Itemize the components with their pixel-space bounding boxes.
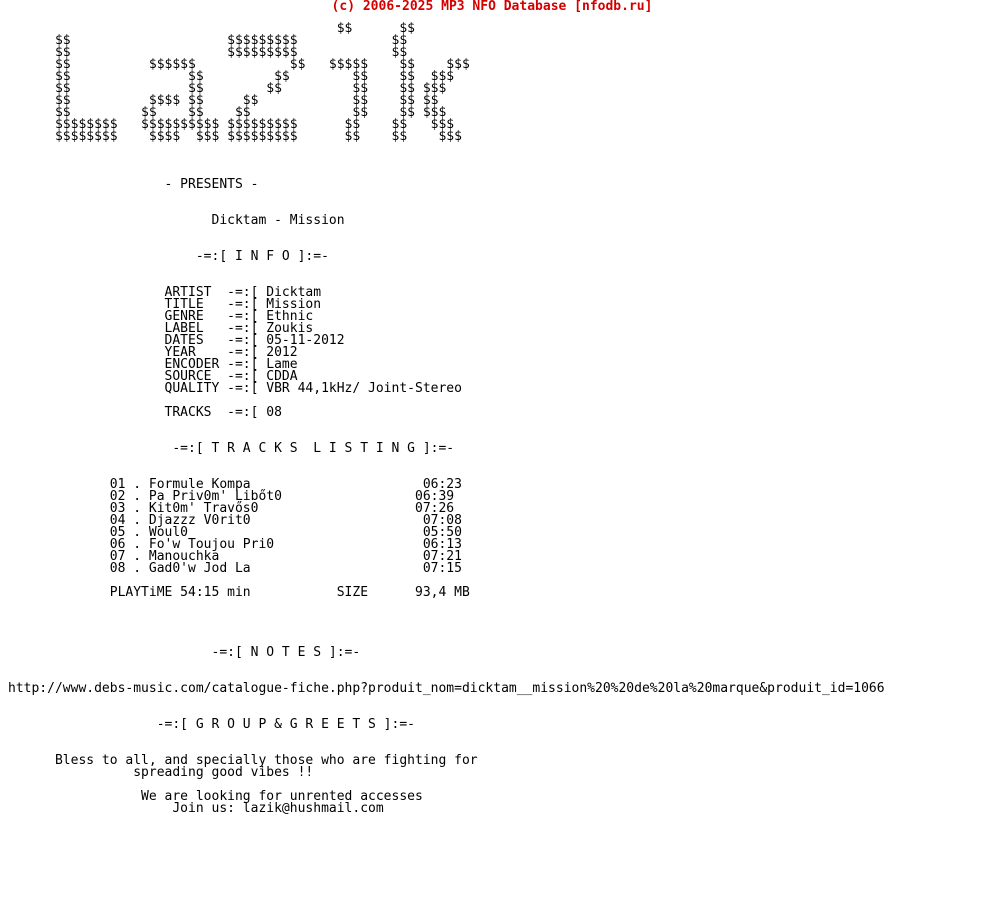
- nfo-line: QUALITY -=:[ VBR 44,1kHz/ Joint-Stereo: [8, 381, 462, 396]
- nfo-line: 04 . Djazzz V0rit0 07:08: [8, 513, 462, 528]
- nfo-line: SOURCE -=:[ CDDA: [8, 369, 298, 384]
- nfo-line: -=:[ I N F O ]:=-: [8, 249, 329, 264]
- nfo-line: - PRESENTS -: [8, 177, 259, 192]
- nfo-line: ARTIST -=:[ Dicktam: [8, 285, 322, 300]
- nfo-line: $$ $$$$$$$$$ $$: [8, 33, 408, 48]
- nfo-line: 08 . Gad0'w Jod La 07:15: [8, 561, 462, 576]
- nfo-line: Join us: lazik@hushmail.com: [8, 801, 384, 816]
- nfo-line: 07 . Manouchka 07:21: [8, 549, 462, 564]
- nfo-line: $$$$$$$$ $$$$ $$$ $$$$$$$$$ $$ $$ $$$: [8, 129, 462, 144]
- nfo-line: $$ $$: [8, 21, 415, 36]
- nfo-line: $$ $$ $$ $$ $$ $$ $$$: [8, 105, 447, 120]
- nfo-line: $$ $$ $$ $$ $$ $$$: [8, 81, 447, 96]
- nfo-line: GENRE -=:[ Ethnic: [8, 309, 314, 324]
- nfo-line: LABEL -=:[ Zoukis: [8, 321, 314, 336]
- nfo-line: 03 . Kit0m' Travős0 07:26: [8, 501, 455, 516]
- nfo-line: DATES -=:[ 05-11-2012: [8, 333, 345, 348]
- nfo-line: Dicktam - Mission: [8, 213, 345, 228]
- nfo-line: ENCODER -=:[ Lame: [8, 357, 298, 372]
- nfo-line: YEAR -=:[ 2012: [8, 345, 298, 360]
- nfo-text-block: [8, 23, 885, 815]
- nfo-line: We are looking for unrented accesses: [8, 789, 423, 804]
- nfodb-copyright-header: (c) 2006-2025 MP3 NFO Database [nfodb.ru]: [331, 0, 653, 14]
- nfo-line: $$ $$$$$$ $$ $$$$$ $$ $$$: [8, 57, 470, 72]
- nfo-line: 05 . Woul0 05:50: [8, 525, 462, 540]
- nfo-line: $$$$$$$$ $$$$$$$$$$ $$$$$$$$$ $$ $$ $$$: [8, 117, 455, 132]
- nfo-line: http://www.debs-music.com/catalogue-fiche.php?produit_nom=dicktam__mission%20%20de%20la%20marque&produit_id=1066: [8, 681, 885, 696]
- nfo-line: -=:[ T R A C K S L I S T I N G ]:=-: [8, 441, 455, 456]
- nfo-line: TRACKS -=:[ 08: [8, 405, 282, 420]
- nfo-line: spreading good vibes !!: [8, 765, 314, 780]
- nfo-line: -=:[ N O T E S ]:=-: [8, 645, 361, 660]
- nfo-line: $$ $$$$ $$ $$ $$ $$ $$: [8, 93, 439, 108]
- nfo-line: TITLE -=:[ Mission: [8, 297, 322, 312]
- nfo-line: $$ $$$$$$$$$ $$: [8, 45, 408, 60]
- nfo-line: 01 . Formule Kompa 06:23: [8, 477, 462, 492]
- nfo-line: 06 . Fo'w Toujou Pri0 06:13: [8, 537, 462, 552]
- nfo-line: Bless to all, and specially those who are fighting for: [8, 753, 478, 768]
- nfo-line: PLAYTiME 54:15 min SIZE 93,4 MB: [8, 585, 470, 600]
- nfo-line: $$ $$ $$ $$ $$ $$$: [8, 69, 455, 84]
- nfo-line: -=:[ G R O U P & G R E E T S ]:=-: [8, 717, 415, 732]
- nfo-line: 02 . Pa Priv0m' Libőt0 06:39: [8, 489, 455, 504]
